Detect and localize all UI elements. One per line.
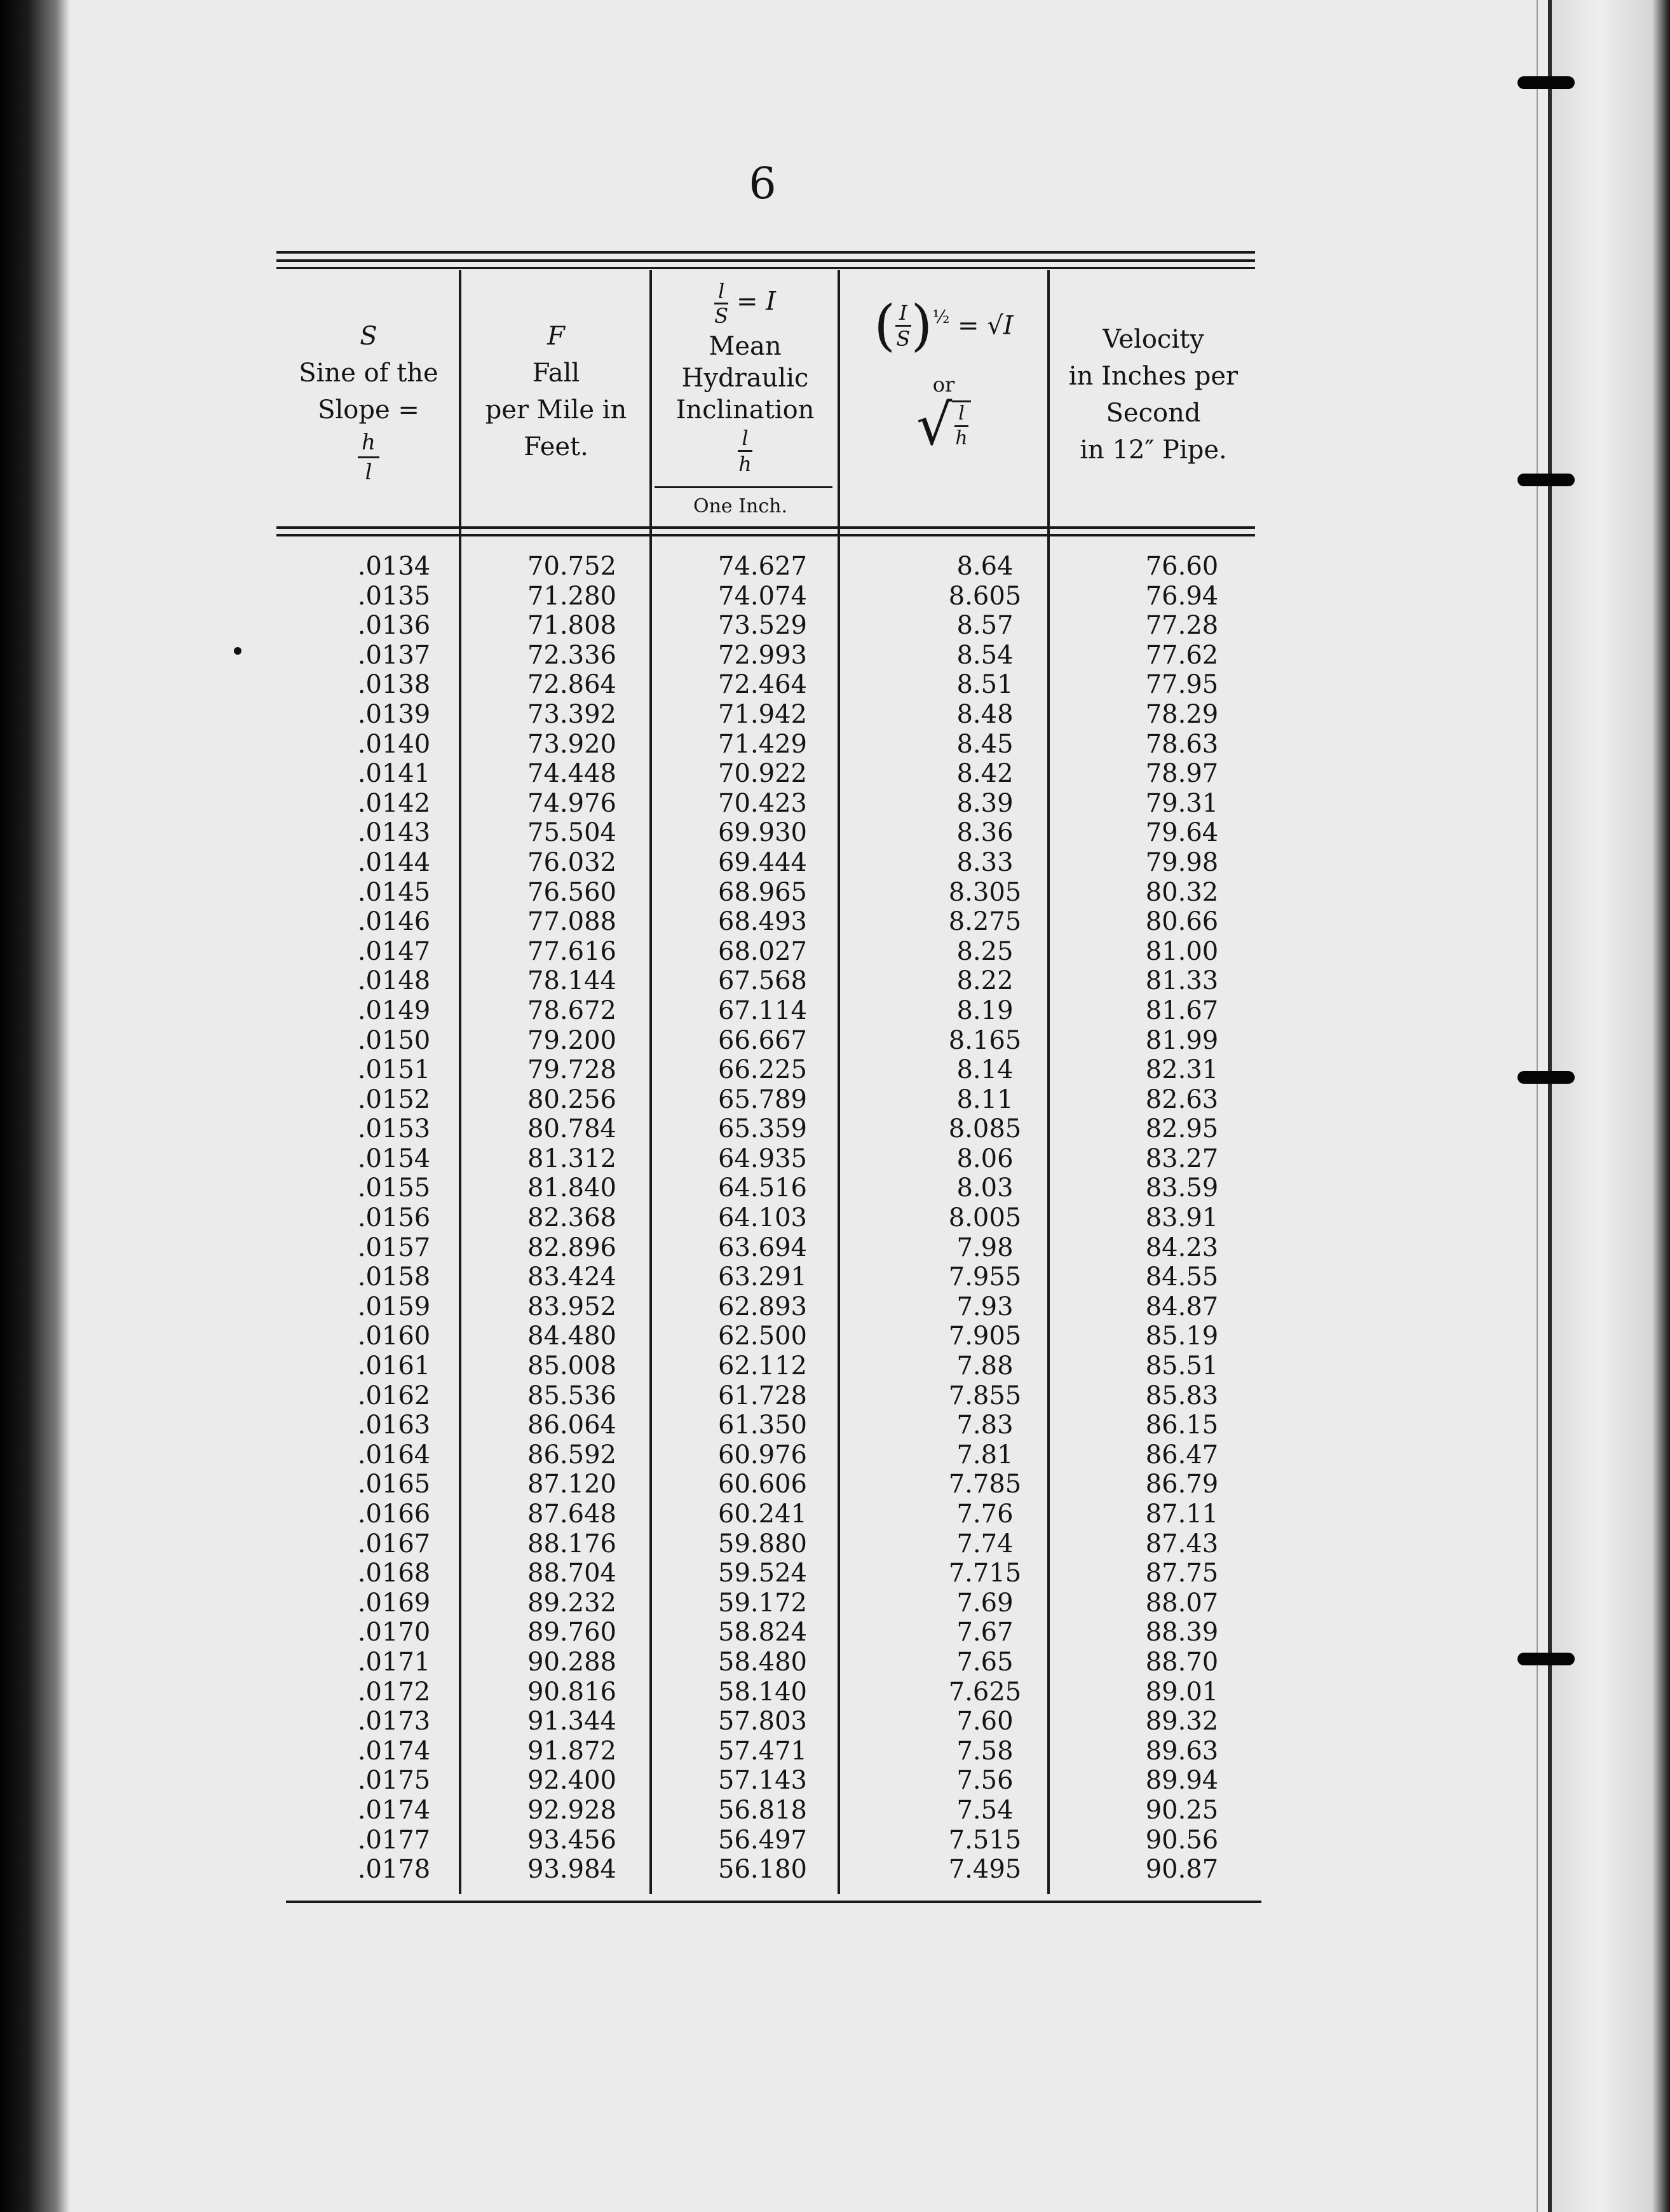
table-cell: .0153 <box>357 1114 431 1144</box>
header-fall-symbol: F <box>547 322 565 351</box>
table-cell: 62.500 <box>718 1321 807 1351</box>
table-cell: 85.008 <box>527 1351 616 1381</box>
table-cell: 86.47 <box>1145 1440 1219 1470</box>
table-cell: .0145 <box>357 877 431 907</box>
table-cell: 8.275 <box>948 907 1022 937</box>
table-cell: 64.935 <box>718 1144 807 1173</box>
header-root-fraction <box>952 400 971 450</box>
table-cell: 91.344 <box>527 1707 616 1737</box>
header-incl-sub-label: One Inch. <box>693 495 788 517</box>
page-fold-shade <box>1537 0 1538 2212</box>
table-cell: 8.57 <box>956 611 1014 641</box>
table-cell: 66.225 <box>718 1055 807 1085</box>
table-cell: 60.241 <box>718 1499 807 1529</box>
table-cell: 67.568 <box>718 966 807 996</box>
header-rule-2 <box>276 534 1255 536</box>
table-cell: 71.429 <box>718 729 807 759</box>
table-cell: .0177 <box>357 1825 431 1855</box>
table-cell: 75.504 <box>527 818 616 848</box>
table-cell: 59.880 <box>718 1529 807 1559</box>
table-cell: 67.114 <box>718 995 807 1025</box>
table-cell: 92.400 <box>527 1766 616 1796</box>
table-cell: 90.25 <box>1145 1795 1219 1825</box>
header-root-eq: = √I <box>958 311 1014 341</box>
header-rule-1 <box>276 526 1255 529</box>
table-cell: .0171 <box>357 1647 431 1677</box>
table-cell: .0148 <box>357 966 431 996</box>
table-cell: 90.288 <box>527 1647 616 1677</box>
scan-left-shadow <box>0 0 70 2212</box>
table-cell: 63.291 <box>718 1262 807 1292</box>
table-cell: 82.31 <box>1145 1055 1219 1085</box>
header-fall-line1: Fall <box>532 358 580 388</box>
table-cell: 77.616 <box>527 936 616 966</box>
table-cell: 60.976 <box>718 1440 807 1470</box>
table-cell: 7.905 <box>948 1321 1022 1351</box>
radical-sign: √ <box>916 392 953 458</box>
binding-edge-strip <box>1552 0 1670 2212</box>
table-cell: .0163 <box>357 1410 431 1440</box>
bottom-rule <box>286 1901 1261 1903</box>
table-cell: 81.33 <box>1145 966 1219 996</box>
header-root-paren-fraction <box>895 301 911 351</box>
table-cell: 8.54 <box>956 640 1014 670</box>
table-cell: 82.95 <box>1145 1114 1219 1144</box>
table-cell: 88.07 <box>1145 1588 1219 1618</box>
table-cell: 65.359 <box>718 1114 807 1144</box>
table-cell: 88.176 <box>527 1529 616 1559</box>
table-cell: 7.785 <box>948 1470 1022 1499</box>
table-cell: 68.493 <box>718 907 807 937</box>
header-sine-symbol: S <box>360 322 377 351</box>
table-cell: 7.515 <box>948 1825 1022 1855</box>
table-cell: .0178 <box>357 1855 431 1885</box>
table-cell: 74.074 <box>718 581 807 611</box>
column-separator-1 <box>459 270 461 1894</box>
table-cell: 7.98 <box>956 1232 1014 1262</box>
table-cell: .0144 <box>357 847 431 877</box>
table-cell: 85.83 <box>1145 1381 1219 1410</box>
column-fall-per-mile <box>496 552 648 1885</box>
table-cell: 58.140 <box>718 1677 807 1707</box>
table-cell: 81.00 <box>1145 936 1219 966</box>
table-cell: 8.64 <box>956 552 1014 581</box>
table-cell: 77.088 <box>527 907 616 937</box>
table-cell: .0155 <box>357 1173 431 1203</box>
table-cell: .0154 <box>357 1144 431 1173</box>
ink-speck <box>234 647 241 655</box>
table-cell: 70.423 <box>718 788 807 818</box>
table-cell: 84.480 <box>527 1321 616 1351</box>
table-cell: 7.93 <box>956 1292 1014 1321</box>
table-cell: 64.516 <box>718 1173 807 1203</box>
table-cell: 66.667 <box>718 1025 807 1055</box>
top-rule-1 <box>276 251 1255 254</box>
header-root-frac-den: h <box>955 427 968 449</box>
table-cell: 7.65 <box>956 1647 1014 1677</box>
table-cell: 8.51 <box>956 670 1014 700</box>
header-sine-fraction <box>358 428 379 486</box>
header-mean-hydraulic-inclination <box>655 280 836 476</box>
header-fall-line3: Feet. <box>524 432 588 461</box>
header-incl-top-den: S <box>714 304 729 328</box>
column-sine-of-slope <box>330 552 458 1885</box>
table-cell: 69.444 <box>718 847 807 877</box>
table-cell: 76.60 <box>1145 552 1219 581</box>
table-cell: 8.165 <box>948 1025 1022 1055</box>
table-cell: 78.672 <box>527 995 616 1025</box>
table-cell: 79.31 <box>1145 788 1219 818</box>
table-cell: 81.312 <box>527 1144 616 1173</box>
table-cell: 72.864 <box>527 670 616 700</box>
table-cell: 87.648 <box>527 1499 616 1529</box>
table-cell: 90.56 <box>1145 1825 1219 1855</box>
table-cell: 7.76 <box>956 1499 1014 1529</box>
header-incl-top-eq: = I <box>736 287 776 317</box>
table-cell: 8.33 <box>956 847 1014 877</box>
binding-stitch-4 <box>1517 1653 1575 1665</box>
table-cell: .0151 <box>357 1055 431 1085</box>
table-cell: 62.893 <box>718 1292 807 1321</box>
table-cell: .0137 <box>357 640 431 670</box>
table-cell: 68.027 <box>718 936 807 966</box>
table-cell: 56.497 <box>718 1825 807 1855</box>
table-cell: 81.99 <box>1145 1025 1219 1055</box>
table-cell: .0159 <box>357 1292 431 1321</box>
table-cell: 82.896 <box>527 1232 616 1262</box>
table-cell: 8.45 <box>956 729 1014 759</box>
table-cell: 88.70 <box>1145 1647 1219 1677</box>
table-cell: 8.42 <box>956 759 1014 789</box>
table-cell: 87.75 <box>1145 1559 1219 1588</box>
table-cell: 81.840 <box>527 1173 616 1203</box>
table-cell: 78.29 <box>1145 699 1219 729</box>
header-root-exponent: ½ <box>932 306 950 327</box>
table-cell: 77.28 <box>1145 611 1219 641</box>
column-separator-2 <box>649 270 652 1894</box>
table-cell: 76.560 <box>527 877 616 907</box>
table-cell: 79.64 <box>1145 818 1219 848</box>
binding-stitch-1 <box>1517 76 1575 89</box>
header-square-root: ( $\frac{I}{S}$ )$^{\frac{1}{2}}$ = √I or √ $\frac{l}{h}$ <box>842 299 1045 470</box>
header-velocity-line3: Second <box>1106 399 1201 428</box>
table-cell: 64.103 <box>718 1203 807 1233</box>
table-cell: 93.984 <box>527 1855 616 1885</box>
table-cell: .0156 <box>357 1203 431 1233</box>
table-cell: 88.704 <box>527 1559 616 1588</box>
table-cell: 76.032 <box>527 847 616 877</box>
header-root-paren-num: I <box>895 301 911 327</box>
table-cell: 80.32 <box>1145 877 1219 907</box>
table-cell: 8.22 <box>956 966 1014 996</box>
table-cell: 83.27 <box>1145 1144 1219 1173</box>
header-incl-frac-num: l <box>738 426 752 452</box>
table-cell: 7.58 <box>956 1736 1014 1766</box>
table-cell: 78.144 <box>527 966 616 996</box>
table-cell: .0146 <box>357 907 431 937</box>
table-cell: .0149 <box>357 995 431 1025</box>
table-cell: 7.56 <box>956 1766 1014 1796</box>
table-cell: 86.15 <box>1145 1410 1219 1440</box>
table-cell: 7.855 <box>948 1381 1022 1410</box>
table-cell: 74.976 <box>527 788 616 818</box>
table-cell: 88.39 <box>1145 1618 1219 1648</box>
top-rule-2 <box>276 259 1255 262</box>
table-cell: .0175 <box>357 1766 431 1796</box>
table-cell: .0135 <box>357 581 431 611</box>
table-cell: 78.63 <box>1145 729 1219 759</box>
table-cell: 7.495 <box>948 1855 1022 1885</box>
table-cell: 80.256 <box>527 1084 616 1114</box>
table-cell: 76.94 <box>1145 581 1219 611</box>
table-cell: .0150 <box>357 1025 431 1055</box>
table-cell: 56.818 <box>718 1795 807 1825</box>
table-cell: .0134 <box>357 552 431 581</box>
table-cell: 70.922 <box>718 759 807 789</box>
table-cell: 84.55 <box>1145 1262 1219 1292</box>
table-cell: 8.11 <box>956 1084 1014 1114</box>
table-cell: .0140 <box>357 729 431 759</box>
header-root-or: or <box>932 372 955 397</box>
table-cell: 82.368 <box>527 1203 616 1233</box>
table-cell: 80.784 <box>527 1114 616 1144</box>
sub-label-rule <box>655 486 832 488</box>
table-cell: 7.60 <box>956 1707 1014 1737</box>
table-cell: 57.143 <box>718 1766 807 1796</box>
table-cell: 63.694 <box>718 1232 807 1262</box>
header-sine-line2: Slope = <box>318 395 419 425</box>
header-incl-top-fraction <box>714 280 728 327</box>
table-cell: 79.728 <box>527 1055 616 1085</box>
table-cell: 83.424 <box>527 1262 616 1292</box>
table-cell: .0167 <box>357 1529 431 1559</box>
table-cell: 7.625 <box>948 1677 1022 1707</box>
table-cell: 7.67 <box>956 1618 1014 1648</box>
table-cell: 57.803 <box>718 1707 807 1737</box>
table-cell: 57.471 <box>718 1736 807 1766</box>
table-cell: 71.942 <box>718 699 807 729</box>
header-root-frac-num: l <box>954 402 968 427</box>
table-cell: .0165 <box>357 1470 431 1499</box>
table-cell: 72.464 <box>718 670 807 700</box>
table-cell: 60.606 <box>718 1470 807 1499</box>
table-cell: .0138 <box>357 670 431 700</box>
table-cell: 89.232 <box>527 1588 616 1618</box>
page-number: 6 <box>749 159 777 209</box>
header-sine-of-slope <box>280 318 458 486</box>
table-cell: 8.06 <box>956 1144 1014 1173</box>
table-cell: .0143 <box>357 818 431 848</box>
table-cell: 84.87 <box>1145 1292 1219 1321</box>
header-incl-fraction <box>738 426 752 476</box>
table-cell: .0160 <box>357 1321 431 1351</box>
header-velocity-line2: in Inches per <box>1068 362 1239 391</box>
table-cell: 62.112 <box>718 1351 807 1381</box>
header-sine-frac-den: l <box>365 460 372 485</box>
table-cell: .0174 <box>357 1795 431 1825</box>
table-cell: 7.955 <box>948 1262 1022 1292</box>
table-cell: 85.19 <box>1145 1321 1219 1351</box>
table-cell: .0152 <box>357 1084 431 1114</box>
table-cell: 89.01 <box>1145 1677 1219 1707</box>
table-cell: .0166 <box>357 1499 431 1529</box>
table-cell: 89.760 <box>527 1618 616 1648</box>
table-cell: .0164 <box>357 1440 431 1470</box>
table-cell: 78.97 <box>1145 759 1219 789</box>
table-cell: 83.91 <box>1145 1203 1219 1233</box>
table-cell: 8.085 <box>948 1114 1022 1144</box>
table-cell: 56.180 <box>718 1855 807 1885</box>
table-cell: 81.67 <box>1145 995 1219 1025</box>
table-cell: 8.39 <box>956 788 1014 818</box>
table-cell: 86.592 <box>527 1440 616 1470</box>
table-cell: 86.064 <box>527 1410 616 1440</box>
table-cell: 68.965 <box>718 877 807 907</box>
header-velocity <box>1052 321 1255 468</box>
table-cell: 71.280 <box>527 581 616 611</box>
table-cell: 8.19 <box>956 995 1014 1025</box>
table-cell: 59.172 <box>718 1588 807 1618</box>
table-cell: 93.456 <box>527 1825 616 1855</box>
table-cell: 69.930 <box>718 818 807 848</box>
table-cell: 7.715 <box>948 1559 1022 1588</box>
column-square-root <box>915 552 1055 1885</box>
table-cell: .0136 <box>357 611 431 641</box>
table-cell: 73.392 <box>527 699 616 729</box>
header-incl-top-num: l <box>714 280 728 304</box>
table-cell: 8.25 <box>956 936 1014 966</box>
table-cell: 83.59 <box>1145 1173 1219 1203</box>
table-cell: 7.83 <box>956 1410 1014 1440</box>
header-incl-line2: Hydraulic <box>681 364 809 393</box>
table-cell: 72.336 <box>527 640 616 670</box>
table-cell: .0170 <box>357 1618 431 1648</box>
table-cell: 7.54 <box>956 1795 1014 1825</box>
table-cell: .0169 <box>357 1588 431 1618</box>
table-cell: 8.03 <box>956 1173 1014 1203</box>
table-cell: 87.43 <box>1145 1529 1219 1559</box>
table-cell: 7.69 <box>956 1588 1014 1618</box>
table-cell: 8.48 <box>956 699 1014 729</box>
table-cell: .0174 <box>357 1736 431 1766</box>
table-cell: 89.94 <box>1145 1766 1219 1796</box>
table-cell: 7.74 <box>956 1529 1014 1559</box>
table-cell: 8.36 <box>956 818 1014 848</box>
header-sine-frac-num: h <box>358 428 379 458</box>
table-cell: .0158 <box>357 1262 431 1292</box>
table-cell: 8.605 <box>948 581 1022 611</box>
table-cell: 90.87 <box>1145 1855 1219 1885</box>
header-fall-per-mile <box>464 318 648 465</box>
table-cell: 79.200 <box>527 1025 616 1055</box>
column-velocity <box>1109 552 1255 1885</box>
table-cell: 89.32 <box>1145 1707 1219 1737</box>
binding-stitch-3 <box>1517 1071 1575 1084</box>
table-cell: 65.789 <box>718 1084 807 1114</box>
table-cell: 90.816 <box>527 1677 616 1707</box>
table-cell: .0147 <box>357 936 431 966</box>
table-cell: .0142 <box>357 788 431 818</box>
table-cell: 58.480 <box>718 1647 807 1677</box>
table-cell: .0172 <box>357 1677 431 1707</box>
table-cell: 73.529 <box>718 611 807 641</box>
table-cell: 79.98 <box>1145 847 1219 877</box>
table-cell: .0162 <box>357 1381 431 1410</box>
table-cell: 84.23 <box>1145 1232 1219 1262</box>
table-cell: 87.120 <box>527 1470 616 1499</box>
table-cell: 7.81 <box>956 1440 1014 1470</box>
header-velocity-line4: in 12″ Pipe. <box>1080 435 1227 465</box>
table-cell: .0139 <box>357 699 431 729</box>
table-cell: 74.448 <box>527 759 616 789</box>
top-rule-3 <box>276 267 1255 269</box>
table-cell: 74.627 <box>718 552 807 581</box>
table-cell: 7.88 <box>956 1351 1014 1381</box>
header-root-paren-den: S <box>896 326 911 351</box>
header-incl-line1: Mean <box>709 332 782 361</box>
table-cell: 77.95 <box>1145 670 1219 700</box>
table-cell: 85.51 <box>1145 1351 1219 1381</box>
table-cell: 89.63 <box>1145 1736 1219 1766</box>
table-cell: 8.305 <box>948 877 1022 907</box>
table-cell: .0141 <box>357 759 431 789</box>
header-sine-line1: Sine of the <box>299 358 438 388</box>
column-mean-hydraulic-inclination <box>686 552 839 1885</box>
table-cell: 77.62 <box>1145 640 1219 670</box>
table-cell: 87.11 <box>1145 1499 1219 1529</box>
header-fall-line2: per Mile in <box>485 395 627 425</box>
table-cell: 61.350 <box>718 1410 807 1440</box>
table-cell: 82.63 <box>1145 1084 1219 1114</box>
table-cell: 8.14 <box>956 1055 1014 1085</box>
table-cell: 61.728 <box>718 1381 807 1410</box>
binding-stitch-2 <box>1517 474 1575 486</box>
header-incl-frac-den: h <box>738 452 752 476</box>
table-cell: 91.872 <box>527 1736 616 1766</box>
table-cell: .0168 <box>357 1559 431 1588</box>
table-cell: 71.808 <box>527 611 616 641</box>
table-cell: 85.536 <box>527 1381 616 1410</box>
table-cell: 83.952 <box>527 1292 616 1321</box>
table-cell: .0157 <box>357 1232 431 1262</box>
header-velocity-line1: Velocity <box>1103 325 1204 354</box>
table-cell: 80.66 <box>1145 907 1219 937</box>
table-cell: 59.524 <box>718 1559 807 1588</box>
table-cell: .0173 <box>357 1707 431 1737</box>
table-cell: .0161 <box>357 1351 431 1381</box>
header-incl-line3: Inclination <box>675 395 815 425</box>
table-cell: 92.928 <box>527 1795 616 1825</box>
table-cell: 8.005 <box>948 1203 1022 1233</box>
table-cell: 72.993 <box>718 640 807 670</box>
table-cell: 86.79 <box>1145 1470 1219 1499</box>
table-cell: 73.920 <box>527 729 616 759</box>
table-cell: 58.824 <box>718 1618 807 1648</box>
table-cell: 70.752 <box>527 552 616 581</box>
